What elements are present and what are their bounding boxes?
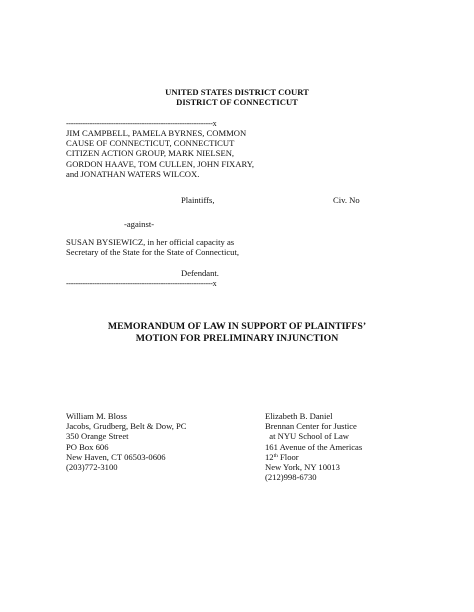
title-line: MOTION FOR PRELIMINARY INJUNCTION <box>135 333 339 344</box>
counsel-address-line: 350 Orange Street <box>66 431 129 442</box>
counsel-firm-sub: at NYU School of Law <box>265 431 350 442</box>
court-name: UNITED STATES DISTRICT COURT <box>165 87 309 97</box>
counsel-name: William M. Bloss <box>66 411 128 421</box>
plaintiffs-line: GORDON HAAVE, TOM CULLEN, JOHN FIXARY, <box>66 158 254 169</box>
counsel-left-block <box>66 411 187 472</box>
plaintiffs-block <box>66 128 254 179</box>
floor-word: Floor <box>277 451 299 462</box>
defendant-line: SUSAN BYSIEWICZ, in her official capacity as <box>66 237 235 247</box>
counsel-address-line: New York, NY 10013 <box>265 462 340 473</box>
defendant-line: Secretary of the State for the State of Connecticut, <box>66 247 240 258</box>
counsel-phone: (212)998-6730 <box>265 472 317 483</box>
floor-ordinal-suffix: th <box>273 452 278 459</box>
counsel-address-line: New Haven, CT 06503-0606 <box>66 451 166 462</box>
counsel-address-line: PO Box 606 <box>66 441 109 452</box>
document-title <box>0 321 474 345</box>
plaintiffs-line: and JONATHAN WATERS WILCOX. <box>66 168 200 179</box>
counsel-right-block <box>265 411 362 482</box>
caption-divider-top: --------------------------------------------------------------x <box>66 119 217 128</box>
floor-number: 12 <box>265 451 274 462</box>
defendant-label: Defendant. <box>181 268 219 278</box>
title-line: MEMORANDUM OF LAW IN SUPPORT OF PLAINTIFFS’ <box>107 321 367 332</box>
against-label: -against- <box>124 219 155 229</box>
plaintiffs-line: JIM CAMPBELL, PAMELA BYRNES, COMMON <box>66 128 247 138</box>
defendant-block <box>66 237 239 257</box>
counsel-firm: Brennan Center for Justice <box>265 421 357 432</box>
counsel-phone: (203)772-3100 <box>66 462 118 473</box>
counsel-address-line: 161 Avenue of the Americas <box>265 441 363 452</box>
plaintiffs-label: Plaintiffs, <box>181 195 215 205</box>
counsel-firm: Jacobs, Grudberg, Belt & Dow, PC <box>66 421 187 432</box>
caption-divider-bottom: --------------------------------------------------------------x <box>66 279 217 288</box>
plaintiffs-line: CAUSE OF CONNECTICUT, CONNECTICUT <box>66 138 235 149</box>
court-district: DISTRICT OF CONNECTICUT <box>176 97 298 108</box>
counsel-floor-line <box>265 452 362 462</box>
civil-number-label: Civ. No <box>333 195 360 205</box>
plaintiffs-line: CITIZEN ACTION GROUP, MARK NIELSEN, <box>66 148 235 159</box>
counsel-name: Elizabeth B. Daniel <box>265 411 333 421</box>
court-heading <box>0 87 474 108</box>
